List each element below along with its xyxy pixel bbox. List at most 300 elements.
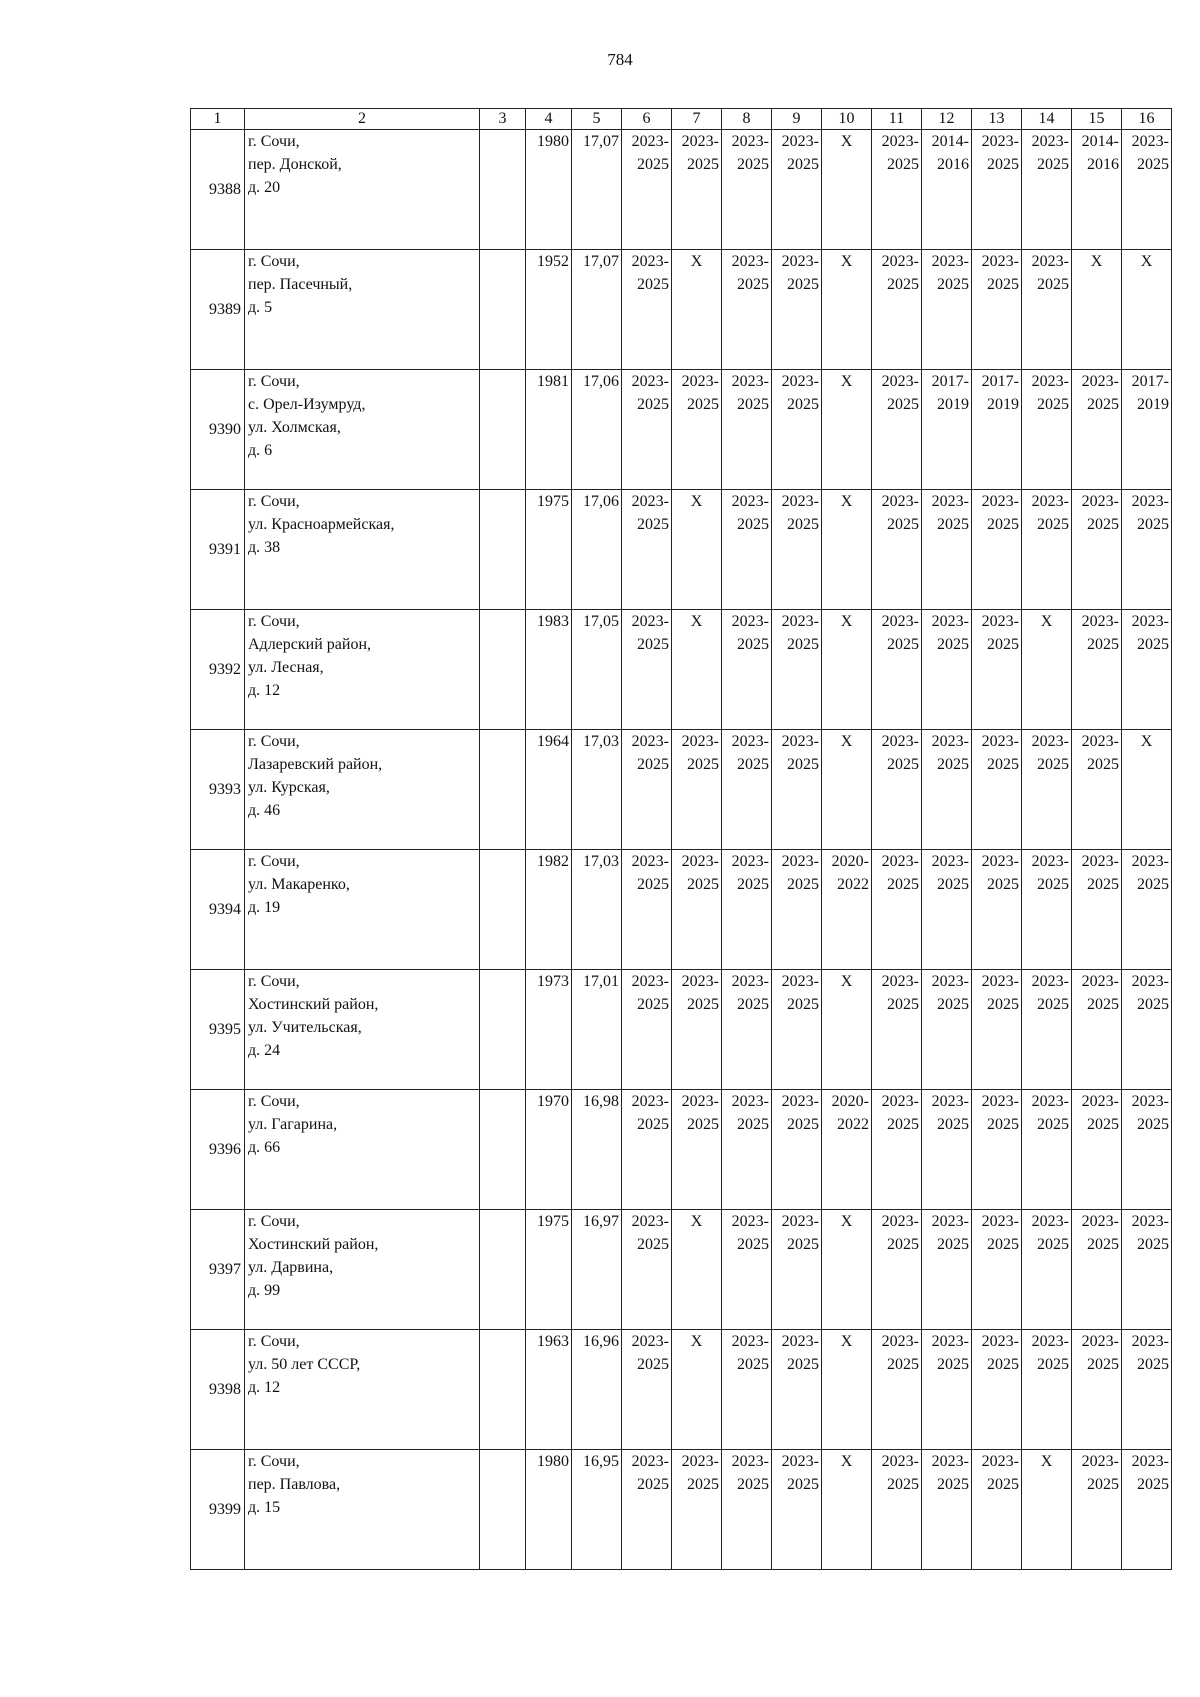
period-cell-col-6 bbox=[622, 490, 672, 610]
period-cell-col-6 bbox=[622, 970, 672, 1090]
address-line: г. Сочи, bbox=[248, 133, 300, 150]
period-line: 2023- bbox=[781, 1213, 819, 1230]
period-line: X bbox=[1090, 253, 1103, 270]
row-number: 9397 bbox=[191, 1210, 245, 1330]
period-line: 2017- bbox=[931, 373, 969, 390]
period-line: 2025 bbox=[637, 996, 669, 1013]
period-cell-col-12 bbox=[922, 1450, 972, 1570]
period-line: 2025 bbox=[887, 636, 919, 653]
period-line: 2025 bbox=[787, 516, 819, 533]
period-cell-col-12 bbox=[922, 1210, 972, 1330]
period-line: 2023- bbox=[1081, 1333, 1119, 1350]
period-line: 2025 bbox=[987, 1356, 1019, 1373]
period-line: 2025 bbox=[1087, 996, 1119, 1013]
period-line: 2025 bbox=[887, 156, 919, 173]
period-line: 2023- bbox=[1031, 133, 1069, 150]
period-line: 2023- bbox=[1031, 1093, 1069, 1110]
address-line: г. Сочи, bbox=[248, 493, 300, 510]
period-line: 2023- bbox=[881, 253, 919, 270]
table-row bbox=[191, 130, 1172, 250]
period-cell-col-14 bbox=[1022, 1450, 1072, 1570]
column-number-16: 16 bbox=[1122, 109, 1172, 130]
period-cell-col-7 bbox=[672, 730, 722, 850]
period-line: 2025 bbox=[687, 1476, 719, 1493]
period-cell-col-7 bbox=[672, 1090, 722, 1210]
period-cell-col-9 bbox=[772, 1330, 822, 1450]
period-line: 2025 bbox=[787, 636, 819, 653]
period-line: 2023- bbox=[881, 733, 919, 750]
column-number-7: 7 bbox=[672, 109, 722, 130]
period-line: 2023- bbox=[1081, 493, 1119, 510]
period-cell-col-14 bbox=[1022, 370, 1072, 490]
period-line: 2023- bbox=[1081, 1453, 1119, 1470]
period-line: 2025 bbox=[737, 636, 769, 653]
period-cell-col-15 bbox=[1072, 250, 1122, 370]
period-line: X bbox=[840, 373, 853, 390]
column-number-8: 8 bbox=[722, 109, 772, 130]
address-line: г. Сочи, bbox=[248, 1093, 300, 1110]
period-line: 2025 bbox=[687, 996, 719, 1013]
column-number-3: 3 bbox=[480, 109, 526, 130]
row-number: 9399 bbox=[191, 1450, 245, 1570]
period-cell-col-9 bbox=[772, 1450, 822, 1570]
period-cell-col-9 bbox=[772, 730, 822, 850]
period-line: 2025 bbox=[787, 1236, 819, 1253]
period-line: 2025 bbox=[1037, 876, 1069, 893]
period-line: 2025 bbox=[1037, 276, 1069, 293]
period-line: 2023- bbox=[881, 1453, 919, 1470]
value-cell: 17,06 bbox=[572, 370, 622, 490]
period-cell-col-9 bbox=[772, 850, 822, 970]
period-line: 2025 bbox=[637, 156, 669, 173]
period-cell-col-8 bbox=[722, 250, 772, 370]
period-cell-col-16 bbox=[1122, 370, 1172, 490]
period-line: 2023- bbox=[981, 973, 1019, 990]
period-line: 2023- bbox=[631, 973, 669, 990]
column-number-14: 14 bbox=[1022, 109, 1072, 130]
period-line: 2023- bbox=[931, 253, 969, 270]
period-line: 2023- bbox=[881, 133, 919, 150]
period-line: 2023- bbox=[631, 253, 669, 270]
period-line: 2025 bbox=[887, 1476, 919, 1493]
period-line: 2023- bbox=[981, 253, 1019, 270]
period-line: 2023- bbox=[1131, 1093, 1169, 1110]
period-cell-col-11 bbox=[872, 610, 922, 730]
period-line: X bbox=[840, 493, 853, 510]
period-cell-col-7 bbox=[672, 130, 722, 250]
period-line: 2025 bbox=[887, 876, 919, 893]
address-line: ул. Макаренко, bbox=[248, 876, 350, 893]
address-line: с. Орел-Изумруд, bbox=[248, 396, 366, 413]
address-cell bbox=[245, 1210, 480, 1330]
period-cell-col-8 bbox=[722, 1330, 772, 1450]
period-cell-col-6 bbox=[622, 370, 672, 490]
period-cell-col-9 bbox=[772, 370, 822, 490]
period-line: 2023- bbox=[931, 973, 969, 990]
period-line: 2023- bbox=[1081, 853, 1119, 870]
period-cell-col-10 bbox=[822, 130, 872, 250]
period-line: 2023- bbox=[681, 373, 719, 390]
period-cell-col-13 bbox=[972, 250, 1022, 370]
row-number: 9390 bbox=[191, 370, 245, 490]
period-line: 2025 bbox=[637, 1476, 669, 1493]
address-line: ул. Холмская, bbox=[248, 419, 341, 436]
address-line: ул. Красноармейская, bbox=[248, 516, 395, 533]
address-line: г. Сочи, bbox=[248, 253, 300, 270]
period-line: 2023- bbox=[781, 493, 819, 510]
period-line: 2023- bbox=[781, 373, 819, 390]
period-line: 2023- bbox=[1131, 493, 1169, 510]
period-cell-col-10 bbox=[822, 1090, 872, 1210]
row-number: 9395 bbox=[191, 970, 245, 1090]
period-line: 2023- bbox=[631, 613, 669, 630]
column-number-6: 6 bbox=[622, 109, 672, 130]
period-line: 2025 bbox=[887, 756, 919, 773]
period-cell-col-9 bbox=[772, 610, 822, 730]
address-line: д. 15 bbox=[248, 1499, 281, 1516]
year-cell: 1982 bbox=[526, 850, 572, 970]
period-cell-col-13 bbox=[972, 730, 1022, 850]
period-line: 2025 bbox=[787, 156, 819, 173]
column-3-cell bbox=[480, 130, 526, 250]
period-line: 2016 bbox=[937, 156, 969, 173]
value-cell: 17,07 bbox=[572, 130, 622, 250]
period-cell-col-9 bbox=[772, 970, 822, 1090]
period-cell-col-15 bbox=[1072, 850, 1122, 970]
address-line: ул. Лесная, bbox=[248, 659, 324, 676]
period-line: 2023- bbox=[731, 1213, 769, 1230]
period-cell-col-10 bbox=[822, 1210, 872, 1330]
period-line: 2023- bbox=[931, 1213, 969, 1230]
table-row bbox=[191, 970, 1172, 1090]
period-line: 2023- bbox=[1031, 373, 1069, 390]
period-line: 2025 bbox=[987, 636, 1019, 653]
period-cell-col-7 bbox=[672, 1330, 722, 1450]
period-line: 2025 bbox=[737, 1116, 769, 1133]
address-line: пер. Павлова, bbox=[248, 1476, 341, 1493]
address-line: д. 5 bbox=[248, 299, 273, 316]
period-line: 2023- bbox=[631, 1333, 669, 1350]
column-number-2: 2 bbox=[245, 109, 480, 130]
period-line: 2025 bbox=[1087, 1476, 1119, 1493]
address-line: ул. Курская, bbox=[248, 779, 330, 796]
period-cell-col-15 bbox=[1072, 370, 1122, 490]
column-number-5: 5 bbox=[572, 109, 622, 130]
period-cell-col-16 bbox=[1122, 850, 1172, 970]
table-row bbox=[191, 370, 1172, 490]
period-line: 2025 bbox=[1087, 756, 1119, 773]
period-line: 2025 bbox=[1087, 1236, 1119, 1253]
period-line: 2025 bbox=[1037, 1236, 1069, 1253]
year-cell: 1952 bbox=[526, 250, 572, 370]
period-line: 2023- bbox=[731, 373, 769, 390]
period-line: X bbox=[840, 1213, 853, 1230]
address-cell bbox=[245, 1450, 480, 1570]
period-cell-col-16 bbox=[1122, 970, 1172, 1090]
period-line: 2023- bbox=[881, 1093, 919, 1110]
period-line: 2025 bbox=[737, 1476, 769, 1493]
period-line: 2023- bbox=[1031, 493, 1069, 510]
period-line: 2023- bbox=[731, 493, 769, 510]
year-cell: 1970 bbox=[526, 1090, 572, 1210]
period-line: 2023- bbox=[681, 733, 719, 750]
period-cell-col-13 bbox=[972, 1450, 1022, 1570]
period-line: 2025 bbox=[637, 516, 669, 533]
period-line: 2025 bbox=[987, 1476, 1019, 1493]
period-cell-col-12 bbox=[922, 850, 972, 970]
period-line: 2025 bbox=[787, 756, 819, 773]
period-line: 2025 bbox=[637, 1116, 669, 1133]
period-cell-col-16 bbox=[1122, 130, 1172, 250]
period-line: 2023- bbox=[631, 493, 669, 510]
period-line: 2025 bbox=[987, 156, 1019, 173]
address-cell bbox=[245, 370, 480, 490]
period-cell-col-13 bbox=[972, 130, 1022, 250]
period-line: X bbox=[1140, 733, 1153, 750]
year-cell: 1964 bbox=[526, 730, 572, 850]
period-line: 2025 bbox=[1087, 876, 1119, 893]
period-cell-col-14 bbox=[1022, 1210, 1072, 1330]
period-line: 2023- bbox=[781, 1093, 819, 1110]
period-line: 2023- bbox=[731, 973, 769, 990]
column-3-cell bbox=[480, 1090, 526, 1210]
period-line: 2023- bbox=[981, 853, 1019, 870]
value-cell: 17,05 bbox=[572, 610, 622, 730]
period-line: 2023- bbox=[631, 1453, 669, 1470]
period-cell-col-14 bbox=[1022, 490, 1072, 610]
address-line: д. 66 bbox=[248, 1139, 281, 1156]
period-line: 2023- bbox=[1131, 853, 1169, 870]
period-line: X bbox=[690, 1213, 703, 1230]
period-line: 2023- bbox=[781, 1333, 819, 1350]
period-cell-col-15 bbox=[1072, 730, 1122, 850]
period-line: 2025 bbox=[737, 756, 769, 773]
period-line: 2025 bbox=[937, 1356, 969, 1373]
row-number: 9398 bbox=[191, 1330, 245, 1450]
address-cell bbox=[245, 1330, 480, 1450]
row-number: 9396 bbox=[191, 1090, 245, 1210]
period-line: X bbox=[840, 133, 853, 150]
address-line: д. 6 bbox=[248, 442, 273, 459]
period-cell-col-9 bbox=[772, 1090, 822, 1210]
period-line: X bbox=[690, 493, 703, 510]
period-line: 2023- bbox=[1081, 973, 1119, 990]
value-cell: 16,97 bbox=[572, 1210, 622, 1330]
period-line: 2025 bbox=[937, 516, 969, 533]
period-line: 2023- bbox=[731, 733, 769, 750]
period-cell-col-6 bbox=[622, 850, 672, 970]
table-row bbox=[191, 490, 1172, 610]
row-number: 9392 bbox=[191, 610, 245, 730]
address-line: д. 46 bbox=[248, 802, 281, 819]
period-line: 2025 bbox=[737, 1236, 769, 1253]
period-line: 2017- bbox=[981, 373, 1019, 390]
address-line: д. 20 bbox=[248, 179, 281, 196]
column-3-cell bbox=[480, 490, 526, 610]
period-cell-col-7 bbox=[672, 370, 722, 490]
period-line: 2025 bbox=[1087, 636, 1119, 653]
period-line: 2023- bbox=[981, 493, 1019, 510]
period-cell-col-10 bbox=[822, 850, 872, 970]
period-cell-col-10 bbox=[822, 1450, 872, 1570]
period-line: 2025 bbox=[887, 1236, 919, 1253]
period-cell-col-6 bbox=[622, 1210, 672, 1330]
period-cell-col-11 bbox=[872, 1330, 922, 1450]
period-line: 2023- bbox=[931, 1093, 969, 1110]
period-cell-col-15 bbox=[1072, 1330, 1122, 1450]
period-line: 2025 bbox=[1037, 1356, 1069, 1373]
period-cell-col-8 bbox=[722, 610, 772, 730]
period-cell-col-6 bbox=[622, 730, 672, 850]
address-cell bbox=[245, 490, 480, 610]
period-line: 2023- bbox=[1081, 373, 1119, 390]
period-cell-col-9 bbox=[772, 250, 822, 370]
period-cell-col-16 bbox=[1122, 250, 1172, 370]
period-cell-col-10 bbox=[822, 490, 872, 610]
period-line: 2017- bbox=[1131, 373, 1169, 390]
period-line: 2025 bbox=[637, 1356, 669, 1373]
period-line: 2025 bbox=[637, 1236, 669, 1253]
period-cell-col-8 bbox=[722, 730, 772, 850]
period-line: 2023- bbox=[881, 493, 919, 510]
period-line: 2025 bbox=[987, 516, 1019, 533]
period-line: 2023- bbox=[781, 253, 819, 270]
period-line: 2025 bbox=[887, 996, 919, 1013]
period-line: 2025 bbox=[787, 876, 819, 893]
period-cell-col-13 bbox=[972, 850, 1022, 970]
period-line: X bbox=[690, 253, 703, 270]
column-3-cell bbox=[480, 730, 526, 850]
period-cell-col-14 bbox=[1022, 1330, 1072, 1450]
period-line: 2023- bbox=[1131, 1453, 1169, 1470]
period-line: 2025 bbox=[737, 156, 769, 173]
column-number-9: 9 bbox=[772, 109, 822, 130]
period-line: 2023- bbox=[981, 133, 1019, 150]
address-cell bbox=[245, 250, 480, 370]
period-cell-col-10 bbox=[822, 730, 872, 850]
period-line: 2025 bbox=[637, 396, 669, 413]
period-cell-col-13 bbox=[972, 970, 1022, 1090]
period-cell-col-14 bbox=[1022, 610, 1072, 730]
period-cell-col-15 bbox=[1072, 130, 1122, 250]
period-line: 2023- bbox=[881, 373, 919, 390]
period-cell-col-11 bbox=[872, 1090, 922, 1210]
period-cell-col-12 bbox=[922, 130, 972, 250]
period-line: 2025 bbox=[737, 396, 769, 413]
period-line: 2025 bbox=[1037, 396, 1069, 413]
period-cell-col-16 bbox=[1122, 1090, 1172, 1210]
period-line: 2023- bbox=[1131, 1333, 1169, 1350]
table-row bbox=[191, 610, 1172, 730]
column-number-10: 10 bbox=[822, 109, 872, 130]
period-cell-col-8 bbox=[722, 850, 772, 970]
period-line: 2023- bbox=[781, 853, 819, 870]
period-cell-col-13 bbox=[972, 1090, 1022, 1210]
period-line: 2023- bbox=[631, 373, 669, 390]
column-3-cell bbox=[480, 610, 526, 730]
column-number-15: 15 bbox=[1072, 109, 1122, 130]
period-line: 2023- bbox=[681, 133, 719, 150]
address-line: д. 12 bbox=[248, 682, 281, 699]
period-line: 2020- bbox=[831, 853, 869, 870]
column-number-13: 13 bbox=[972, 109, 1022, 130]
address-line: г. Сочи, bbox=[248, 613, 300, 630]
table-row bbox=[191, 1090, 1172, 1210]
year-cell: 1981 bbox=[526, 370, 572, 490]
period-line: 2023- bbox=[881, 613, 919, 630]
table-row bbox=[191, 250, 1172, 370]
table-row bbox=[191, 1450, 1172, 1570]
address-line: Хостинский район, bbox=[248, 1236, 379, 1253]
address-line: д. 19 bbox=[248, 899, 281, 916]
period-line: 2022 bbox=[837, 1116, 869, 1133]
period-line: 2025 bbox=[937, 996, 969, 1013]
year-cell: 1980 bbox=[526, 1450, 572, 1570]
period-cell-col-8 bbox=[722, 370, 772, 490]
period-cell-col-15 bbox=[1072, 970, 1122, 1090]
period-cell-col-16 bbox=[1122, 490, 1172, 610]
value-cell: 17,06 bbox=[572, 490, 622, 610]
period-line: 2025 bbox=[1087, 396, 1119, 413]
period-line: 2025 bbox=[937, 756, 969, 773]
year-cell: 1975 bbox=[526, 1210, 572, 1330]
period-cell-col-7 bbox=[672, 490, 722, 610]
period-line: 2025 bbox=[687, 1116, 719, 1133]
period-line: 2023- bbox=[1031, 1333, 1069, 1350]
period-line: 2023- bbox=[1131, 973, 1169, 990]
period-cell-col-12 bbox=[922, 250, 972, 370]
period-cell-col-11 bbox=[872, 250, 922, 370]
period-line: X bbox=[840, 253, 853, 270]
period-line: 2023- bbox=[981, 733, 1019, 750]
column-3-cell bbox=[480, 250, 526, 370]
period-cell-col-13 bbox=[972, 370, 1022, 490]
period-line: 2023- bbox=[781, 133, 819, 150]
column-number-1: 1 bbox=[191, 109, 245, 130]
period-cell-col-12 bbox=[922, 370, 972, 490]
period-cell-col-8 bbox=[722, 490, 772, 610]
period-line: 2025 bbox=[737, 996, 769, 1013]
period-line: 2023- bbox=[1081, 1093, 1119, 1110]
year-cell: 1980 bbox=[526, 130, 572, 250]
address-cell bbox=[245, 730, 480, 850]
period-line: 2023- bbox=[1031, 853, 1069, 870]
address-line: д. 12 bbox=[248, 1379, 281, 1396]
address-cell bbox=[245, 1090, 480, 1210]
period-line: X bbox=[1040, 1453, 1053, 1470]
period-line: 2023- bbox=[731, 613, 769, 630]
period-cell-col-11 bbox=[872, 730, 922, 850]
period-line: 2025 bbox=[687, 396, 719, 413]
period-line: 2025 bbox=[987, 1116, 1019, 1133]
period-line: 2023- bbox=[1131, 613, 1169, 630]
period-line: 2025 bbox=[987, 876, 1019, 893]
value-cell: 17,03 bbox=[572, 850, 622, 970]
period-cell-col-7 bbox=[672, 1210, 722, 1330]
period-line: 2025 bbox=[787, 1476, 819, 1493]
address-line: г. Сочи, bbox=[248, 733, 300, 750]
period-line: 2023- bbox=[631, 1213, 669, 1230]
period-cell-col-10 bbox=[822, 370, 872, 490]
period-cell-col-15 bbox=[1072, 490, 1122, 610]
period-cell-col-9 bbox=[772, 130, 822, 250]
period-cell-col-16 bbox=[1122, 610, 1172, 730]
period-line: 2023- bbox=[1031, 973, 1069, 990]
period-line: 2025 bbox=[987, 756, 1019, 773]
period-line: 2025 bbox=[887, 276, 919, 293]
column-3-cell bbox=[480, 850, 526, 970]
period-line: 2023- bbox=[881, 1213, 919, 1230]
